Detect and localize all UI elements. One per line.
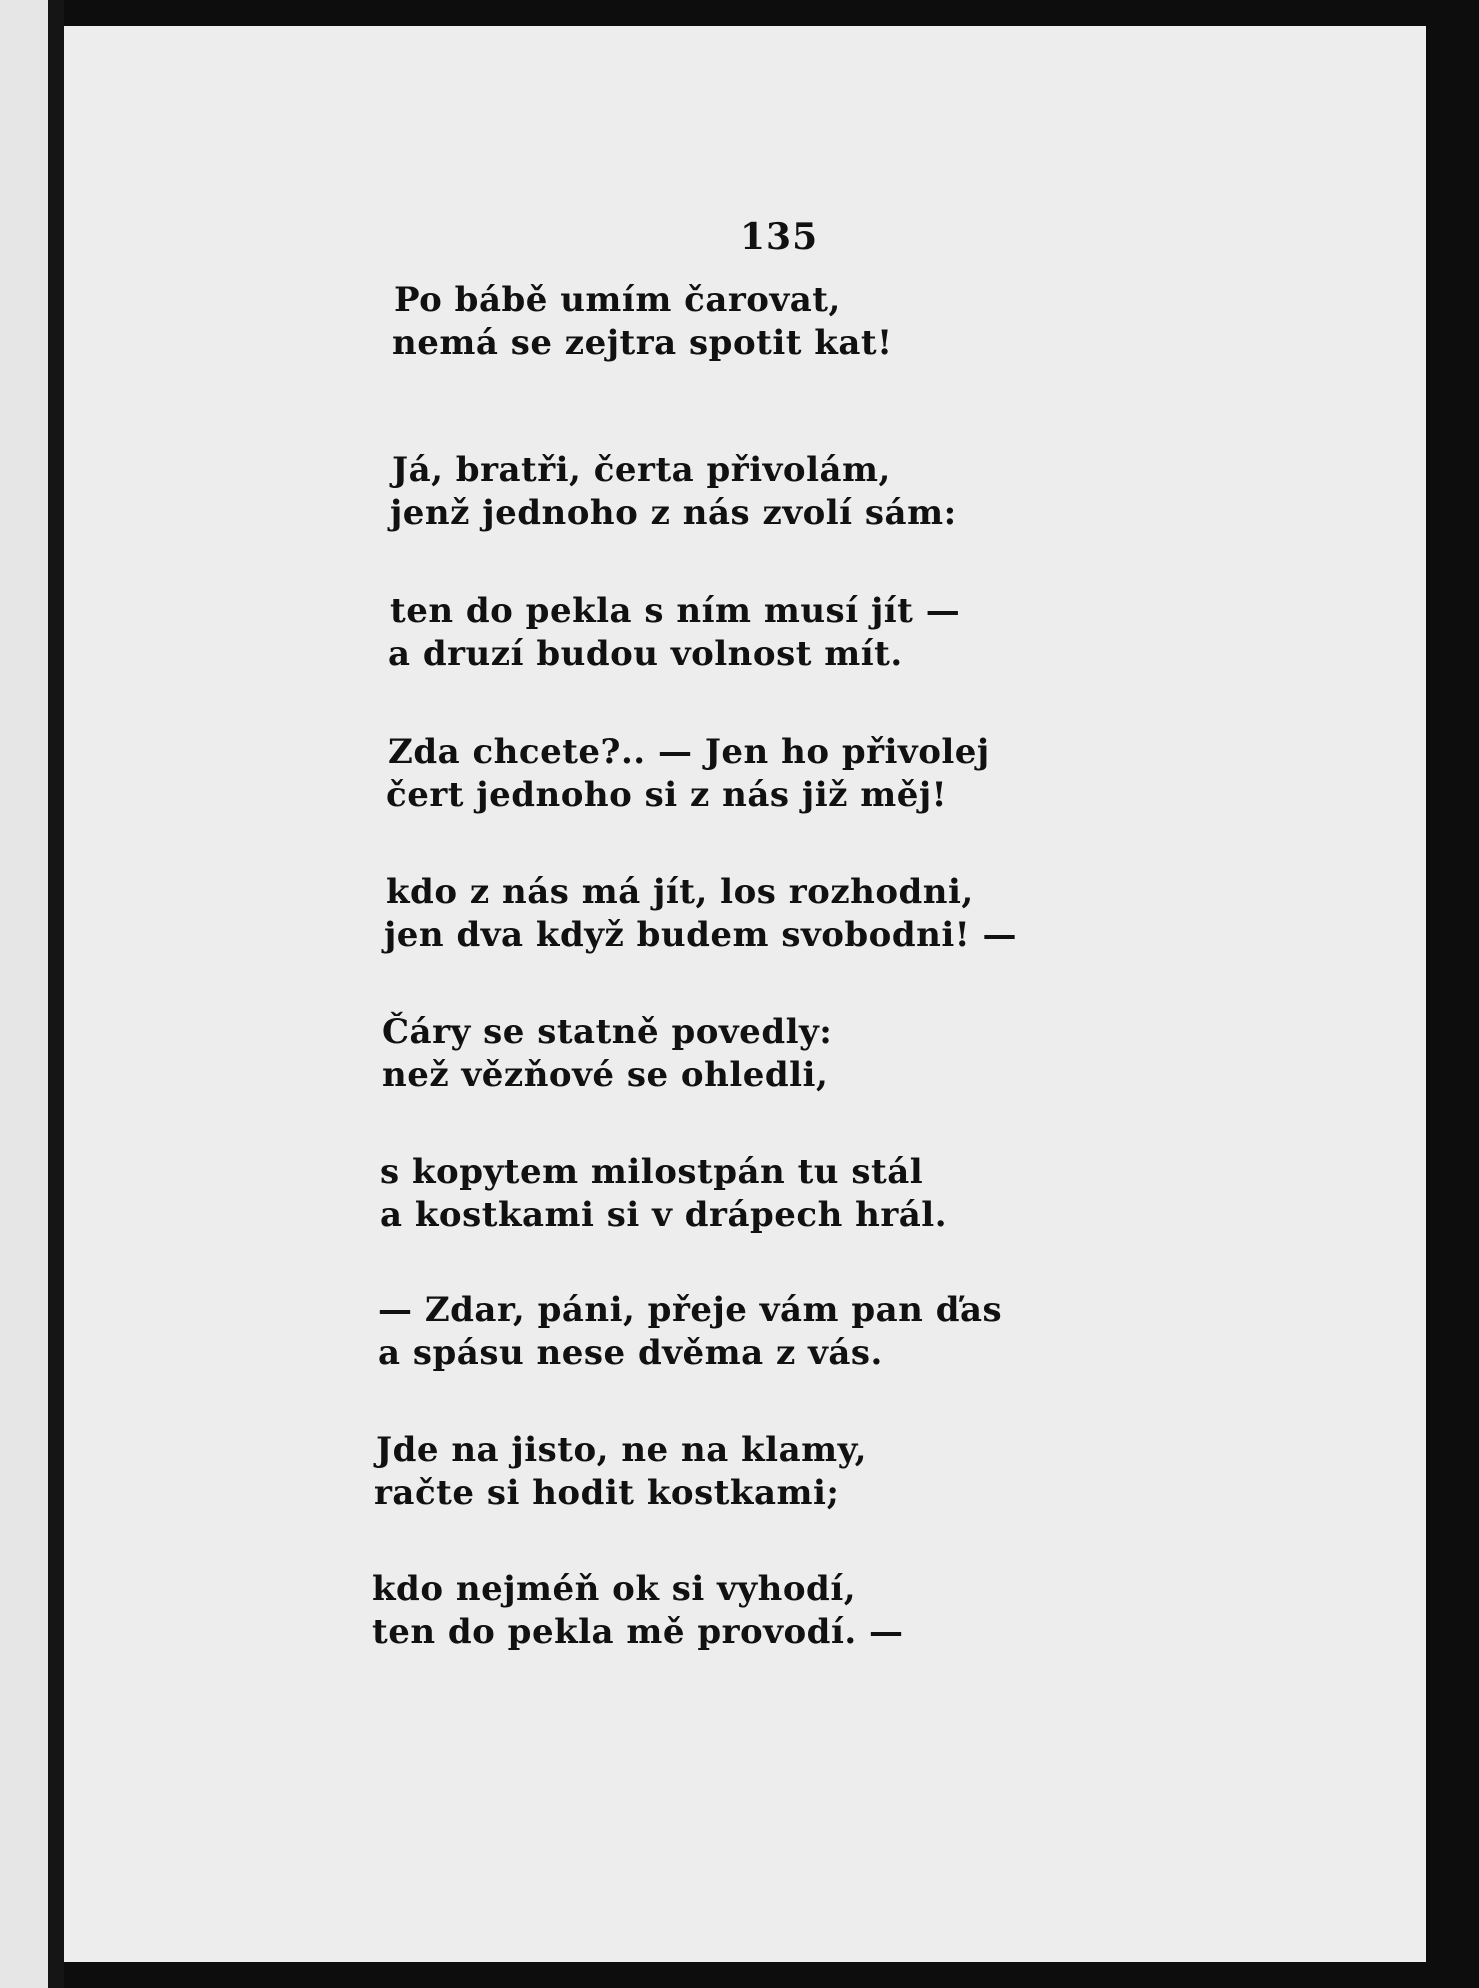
poem-line: než vězňové se ohledli,	[382, 1055, 829, 1095]
poem-line: — Zdar, páni, přeje vám pan ďas	[378, 1290, 1003, 1330]
poem-line: a spásu nese dvěma z vás.	[378, 1333, 883, 1373]
poem-line: jen dva když budem svobodni! —	[384, 915, 1018, 955]
poem-line: Já, bratři, čerta přivolám,	[392, 450, 891, 490]
page-number: 135	[740, 216, 819, 258]
poem-line: Zda chcete?.. — Jen ho přivolej	[388, 732, 990, 772]
poem-line: ten do pekla mě provodí. —	[372, 1612, 904, 1652]
poem-line: jenž jednoho z nás zvolí sám:	[390, 493, 957, 533]
poem-line: nemá se zejtra spotit kat!	[392, 323, 893, 363]
book-gutter	[48, 0, 64, 1988]
poem-line: Jde na jisto, ne na klamy,	[376, 1430, 867, 1470]
poem-line: Čáry se statně povedly:	[382, 1012, 833, 1052]
adjacent-page-edge	[0, 0, 48, 1988]
poem-line: a druzí budou volnost mít.	[388, 634, 903, 674]
poem-line: kdo z nás má jít, los rozhodni,	[386, 872, 974, 912]
poem-line: a kostkami si v drápech hrál.	[380, 1195, 948, 1235]
book-page	[64, 26, 1426, 1962]
poem-line: ten do pekla s ním musí jít —	[390, 591, 961, 631]
poem-line: račte si hodit kostkami;	[374, 1473, 840, 1513]
poem-line: Po bábě umím čarovat,	[394, 280, 841, 320]
poem-line: s kopytem milostpán tu stál	[380, 1152, 924, 1192]
poem-line: čert jednoho si z nás již měj!	[386, 775, 948, 815]
poem-line: kdo nejméň ok si vyhodí,	[372, 1569, 857, 1609]
